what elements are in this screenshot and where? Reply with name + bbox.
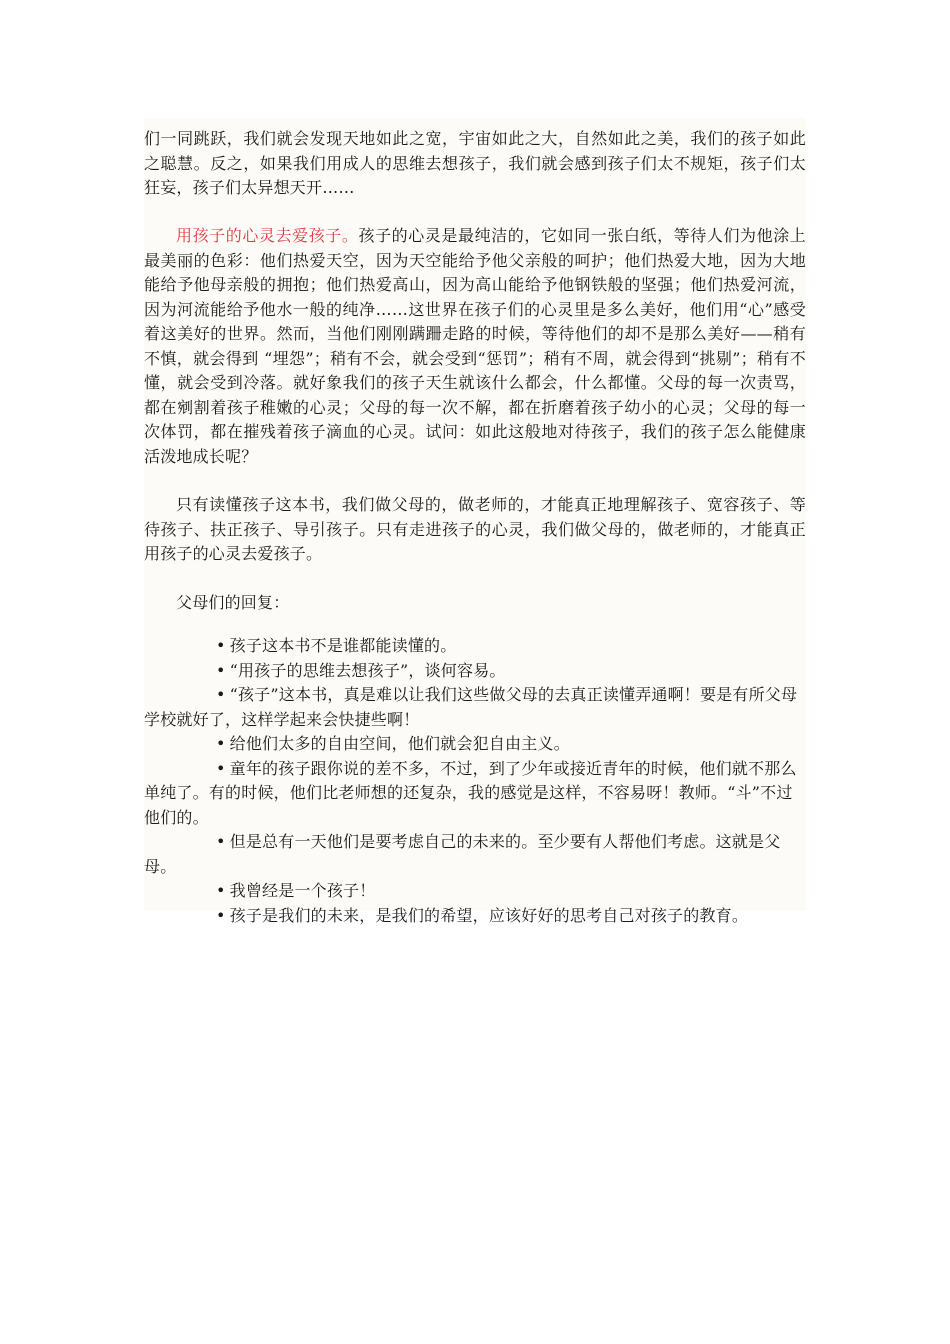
bullet-icon: • [216,881,226,900]
reply-text: 孩子这本书不是谁都能读懂的。 [229,636,457,655]
bullet-icon: • [216,832,226,851]
reply-item [144,879,806,904]
bullet-icon: • [216,636,226,655]
reply-text: 给他们太多的自由空间，他们就会犯自由主义。 [229,734,570,753]
reply-text: 但是总有一天他们是要考虑自己的未来的。至少要有人帮他们考虑。这就是父母。 [144,832,781,876]
reply-item [144,732,806,757]
reply-item [144,659,806,684]
reply-item [144,830,806,879]
bullet-icon: • [216,685,226,704]
paragraph-understand-child: 只有读懂孩子这本书，我们做父母的，做老师的，才能真正地理解孩子、宽容孩子、等待孩子、扶正孩子、导引孩子。只有走进孩子的心灵，我们做父母的，做老师的，才能真正用孩子的心灵去爱孩子。 [144,495,806,563]
paragraph-love-with-child-heart [144,224,806,469]
reply-item [144,757,806,831]
bullet-icon: • [216,758,226,778]
parent-replies-list [144,634,806,928]
reply-text: 童年的孩子跟你说的差不多，不过，到了少年或接近青年的时候，他们就不那么单纯了。有的时候，他们比老师想的还复杂，我的感觉是这样，不容易呀！教师。“斗”不过他们的。 [144,758,797,827]
reply-item [144,634,806,659]
replies-heading: 父母们的回复： [176,593,290,612]
reply-text: “孩子”这本书，真是难以让我们这些做父母的去真正读懂弄通啊！要是有所父母学校就好了，这样学起来会快捷些啊！ [144,685,798,729]
reply-text: 我曾经是一个孩子！ [229,881,376,900]
bullet-icon: • [216,734,226,753]
reply-item [144,683,806,732]
reply-text: “用孩子的思维去想孩子”，谈何容易。 [229,660,506,680]
paragraph-body-text: 孩子的心灵是最纯洁的，它如同一张白纸，等待人们为他涂上最美丽的色彩：他们热爱天空，因为天空能给予他父亲般的呵护；他们热爱大地，因为大地能给予他母亲般的拥抱；他们热爱高山，因为高山能给予他钢铁般的坚强；他们热爱河流，因为河流能给予他水一般的纯净……这世界在孩子们的心灵里是多么美好，他们用“心”感受着这美好的世界。然而，当他们刚刚蹒跚走路的时候，等待他们的却不是那么美好——稍有不慎，就会得到 “埋怨”；稍有不会，就会受到“惩罚”；稍有不周，就会得到“挑剔”；稍有不懂，就会受到冷落。就好象我们的孩子天生就该什么都会，什么都懂。父母的每一次责骂，都在剜割着孩子稚嫩的心灵；父母的每一次不解，都在折磨着孩子幼小的心灵；父母的每一次体罚，都在摧残着孩子滴血的心灵。试问：如此这般地对待孩子，我们的孩子怎么能健康活泼地成长呢？ [144,226,806,466]
bullet-icon: • [216,660,226,680]
reply-text: 孩子是我们的未来，是我们的希望，应该好好的思考自己对孩子的教育。 [229,905,749,925]
highlighted-heading-text: 用孩子的心灵去爱孩子。 [176,226,359,245]
bullet-icon: • [216,905,226,925]
reply-item [144,904,806,929]
paragraph-intro: 们一同跳跃，我们就会发现天地如此之宽，宇宙如此之大，自然如此之美，我们的孩子如此之聪慧。反之，如果我们用成人的思维去想孩子，我们就会感到孩子们太不规矩，孩子们太狂妄，孩子们太异想天开…… [144,129,806,197]
